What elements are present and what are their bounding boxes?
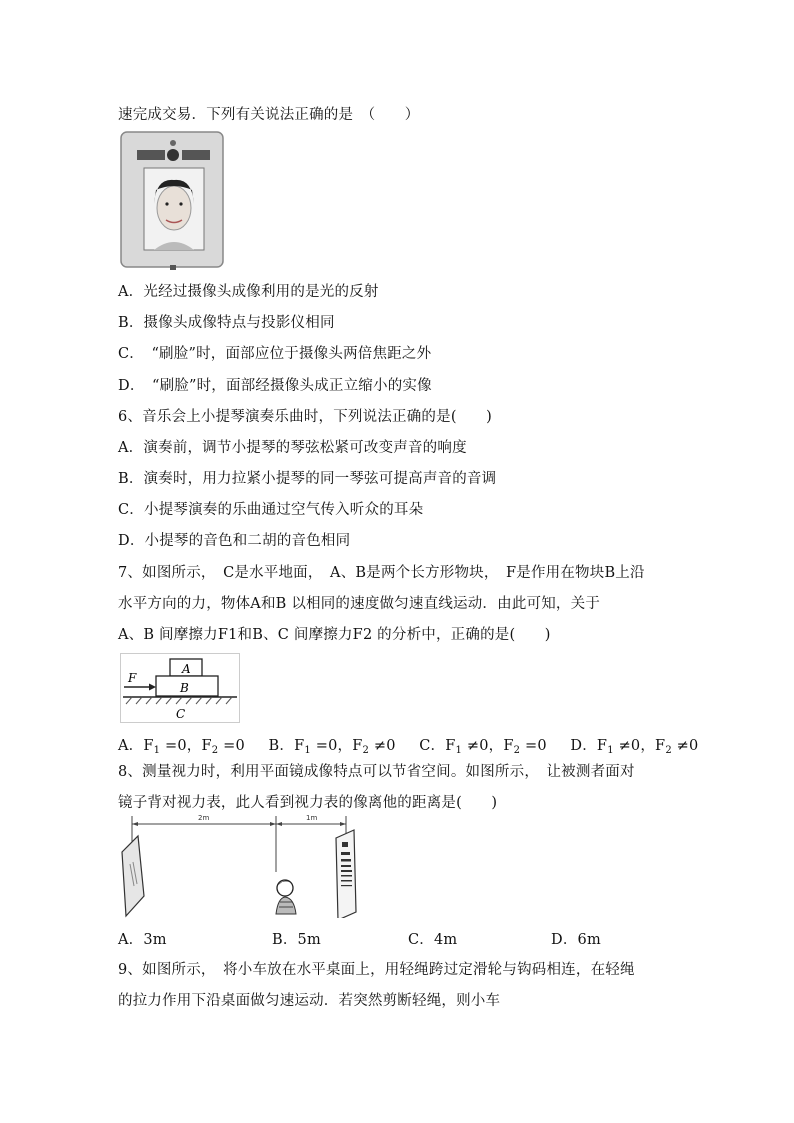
q5-option-b: B．摄像头成像特点与投影仪相同: [118, 315, 335, 331]
q7-options: [118, 734, 698, 756]
q6-option-b: B．演奏时，用力拉紧小提琴的同一琴弦可提高声音的音调: [118, 471, 497, 487]
q5-option-a: A．光经过摄像头成像利用的是光的反射: [118, 284, 379, 300]
q7-stem-line-3: A、B 间摩擦力F1和B、C 间摩擦力F2 的分析中，正确的是( ): [118, 627, 551, 643]
q6-option-a: A．演奏前，调节小提琴的琴弦松紧可改变声音的响度: [118, 440, 467, 456]
q7-stem-line-1: 7、如图所示， C是水平地面， A、B是两个长方形物块， F是作用在物块B上沿: [118, 565, 645, 581]
force-f-label: F: [128, 671, 137, 685]
q7-option-a: A．$F_1 =0$，$F_2 =0$: [118, 738, 245, 756]
blocks-figure: [120, 653, 240, 723]
q8-stem-line-1: 8、测量视力时，利用平面镜成像特点可以节省空间。如图所示， 让被测者面对: [118, 764, 635, 780]
eye-chart-mirror-figure: [118, 812, 364, 918]
distance-2m-label: 2m: [198, 814, 210, 822]
q9-stem-line-2: 的拉力作用下沿桌面做匀速运动．若突然剪断轻绳，则小车: [118, 993, 501, 1009]
distance-1m-label: 1m: [306, 814, 318, 822]
q8-option-d: D．6m: [551, 932, 601, 948]
q8-option-a: A．3m: [118, 932, 167, 948]
q7-option-b: B．$F_1 =0$，$F_2 \ne 0$: [268, 738, 396, 756]
block-b-label: B: [180, 681, 189, 695]
face-scanner-figure: [120, 130, 226, 270]
q8-option-c: C．4m: [408, 932, 458, 948]
q5-stem-tail: 速完成交易．下列有关说法正确的是 （ ）: [118, 107, 420, 123]
q9-stem-line-1: 9、如图所示， 将小车放在水平桌面上，用轻绳跨过定滑轮与钩码相连，在轻绳: [118, 962, 635, 978]
q8-option-b: B．5m: [272, 932, 321, 948]
q7-stem-line-2: 水平方向的力，物体A和B 以相同的速度做匀速直线运动．由此可知，关于: [118, 596, 601, 612]
ground-c-label: C: [176, 707, 186, 721]
q6-option-d: D．小提琴的音色和二胡的音色相同: [118, 533, 351, 549]
q7-option-d: D．$F_1 \ne 0$，$F_2 \ne 0$: [570, 738, 699, 756]
q7-option-c: C．$F_1 \ne 0$，$F_2 =0$: [419, 738, 547, 756]
q8-stem-line-2: 镜子背对视力表，此人看到视力表的像离他的距离是( ): [118, 795, 498, 811]
q5-option-c: C． “刷脸”时，面部应位于摄像头两倍焦距之外: [118, 346, 432, 362]
q5-option-d: D． “刷脸”时，面部经摄像头成正立缩小的实像: [118, 378, 432, 394]
block-a-label: A: [182, 662, 191, 676]
q6-option-c: C．小提琴演奏的乐曲通过空气传入听众的耳朵: [118, 502, 424, 518]
q6-stem: 6、音乐会上小提琴演奏乐曲时，下列说法正确的是( ): [118, 409, 492, 425]
